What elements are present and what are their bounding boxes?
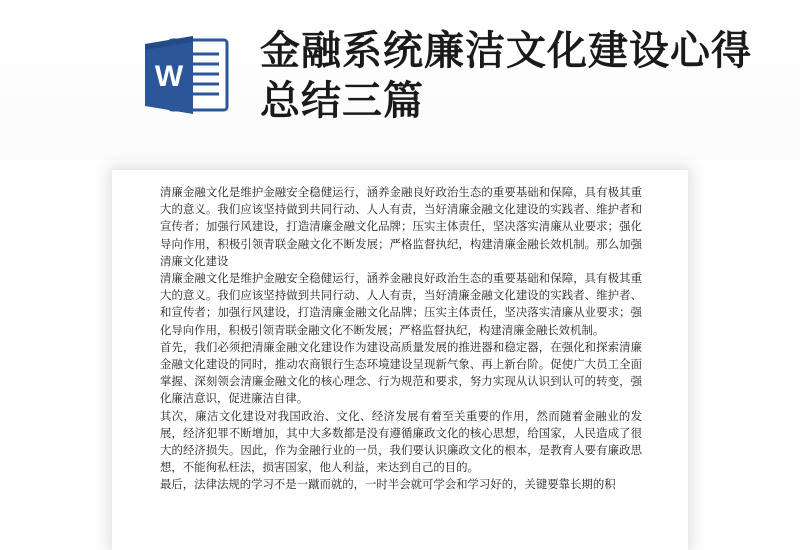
paragraph: 其次，廉洁文化建设对我国政治、文化、经济发展有着至关重要的作用，然而随着金融业的发展，经济犯罪不断增加，其中大多数都是没有遵循廉政文化的核心思想，给国家，人民造成了很大的经济损失。因此，作为金融行业的一员，我们要认识廉政文化的根本，是教育人要有廉政思想，不能徇私枉法，损害国家，他人利益，来达到自己的目的。 xyxy=(160,408,642,475)
paragraph: 最后，法律法规的学习不是一蹴而就的，一时半会就可学会和学习好的，关键要靠长期的积 xyxy=(160,477,616,492)
document-page xyxy=(112,170,688,550)
document-body xyxy=(160,184,642,494)
paragraph: 清廉金融文化是维护金融安全稳健运行，涵养金融良好政治生态的重要基础和保障，具有极其重大的意义。我们应该坚持做到共同行动、人人有责，当好清廉金融文化建设的实践者、维护者、和宣传者；加强行风建设，打造清廉金融文化品牌；压实主体责任，坚决落实清廉从业要求；强化导向作用，积极引领青联金融文化不断发展；严格监督执纪，构建清廉金融长效机制。 xyxy=(160,271,642,337)
header xyxy=(0,0,800,160)
paragraph: 清廉金融文化是维护金融安全稳健运行，涵养金融良好政治生态的重要基础和保障，具有极其重大的意义。我们应该坚持做到共同行动、人人有责，当好清廉金融文化建设的实践者、维护者和宣传者；加强行风建设，打造清廉金融文化品牌；压实主体责任，坚决落实清廉从业要求；强化导向作用，积极引领青联金融文化不断发展；严格监督执纪，构建清廉金融长效机制。那么加强清廉文化建设 xyxy=(160,185,642,268)
svg-text:W: W xyxy=(154,60,184,93)
word-document-icon xyxy=(143,34,231,116)
paragraph: 首先，我们必须把清廉金融文化建设作为建设高质量发展的推进器和稳定器，在强化和探索清廉金融文化建设的同时，推动农商银行生态环境建设呈现新气象、再上新台阶。促使广大员工全面掌握、深刻领会清廉金融文化的核心理念、行为规范和要求，努力实现从认识到认可的转变，强化廉洁意识，促进廉洁自律。 xyxy=(160,339,642,406)
page-title: 金融系统廉洁文化建设心得总结三篇 xyxy=(260,28,752,124)
